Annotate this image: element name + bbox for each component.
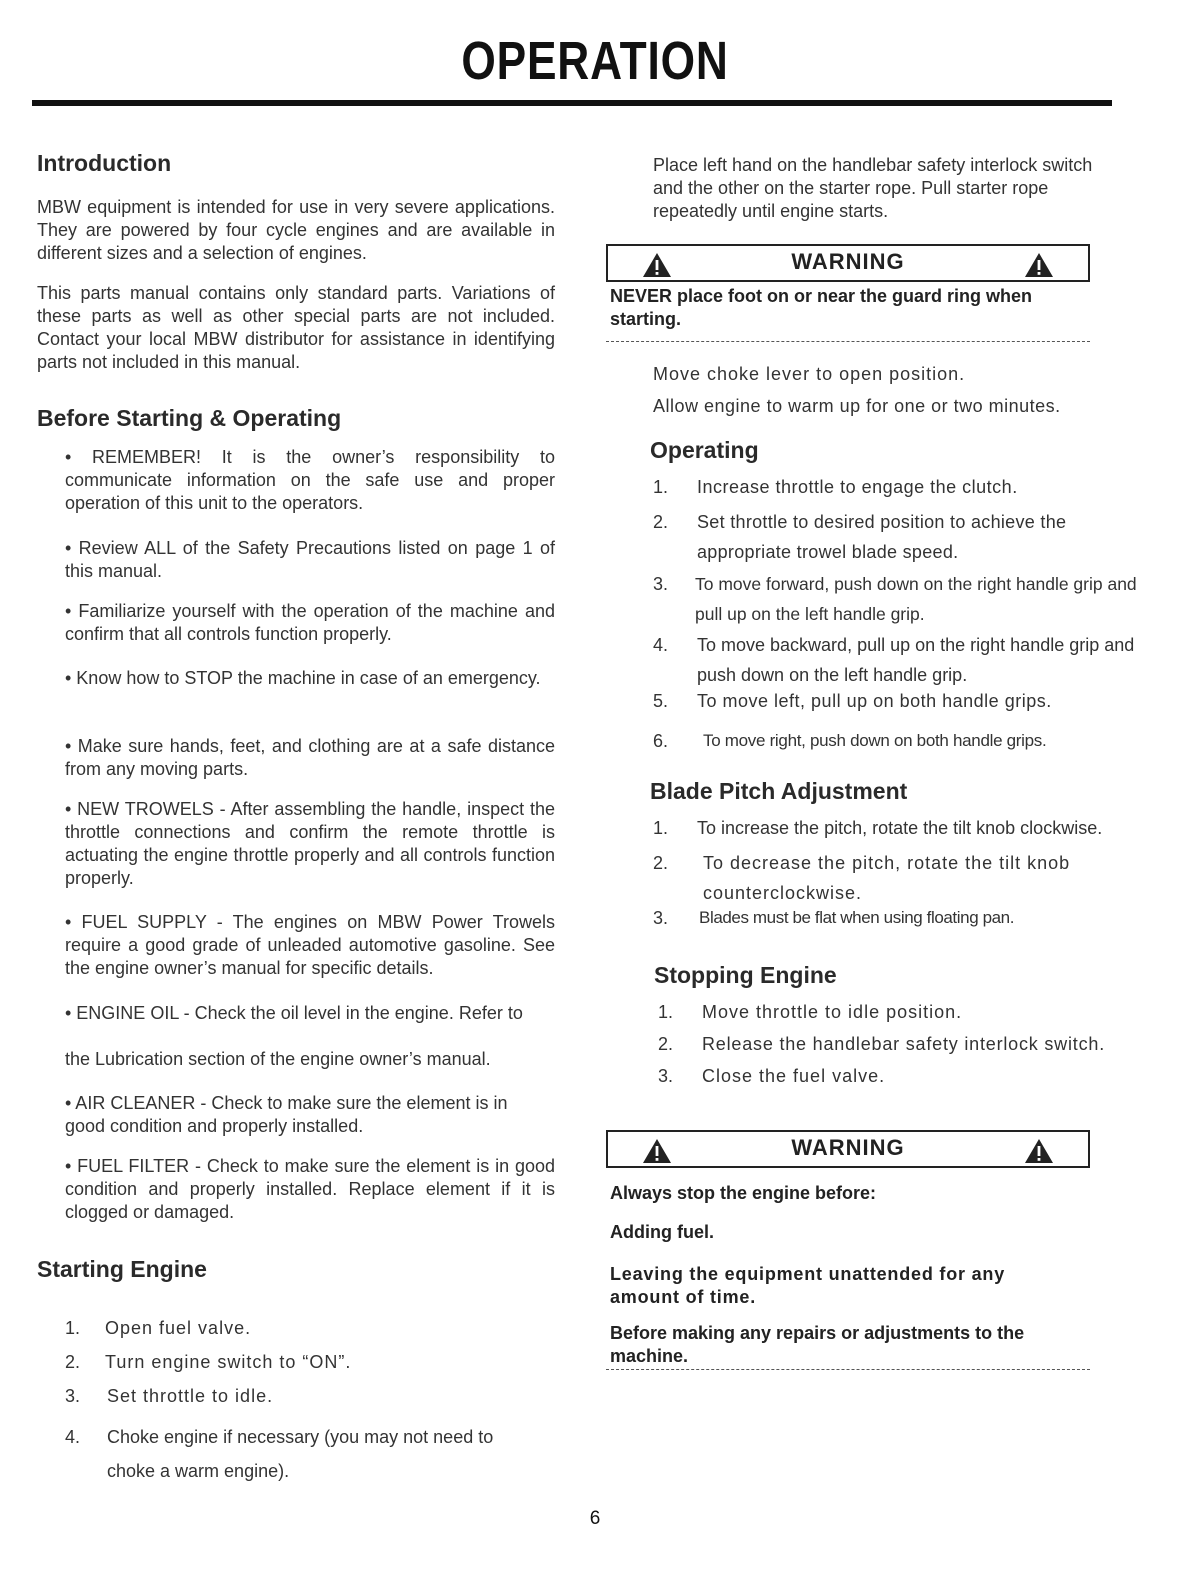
bullet-remember: • REMEMBER! It is the owner’s responsibility to communicate information on the safe use and proper operation of this unit to the operators. <box>65 447 555 513</box>
list-item: 3. Set throttle to idle. <box>65 1386 274 1406</box>
bullet-fuel-filter: • FUEL FILTER - Check to make sure the element is in good condition and properly installed. Replace element if it is clogged or damaged. <box>65 1156 555 1222</box>
list-item: Move choke lever to open position. <box>653 364 966 384</box>
starting-engine-heading: Starting Engine <box>37 1256 207 1282</box>
bullet-know-stop: • Know how to STOP the machine in case of an emergency. <box>65 668 541 688</box>
bullet-hands-feet: • Make sure hands, feet, and clothing are at a safe distance from any moving parts. <box>65 736 555 779</box>
operating-steps <box>653 477 1153 761</box>
warning-2-line-2: Adding fuel. <box>610 1222 714 1242</box>
list-item: 2. Release the handlebar safety interlock switch. <box>658 1034 1105 1054</box>
warning-triangle-icon <box>1024 252 1054 278</box>
page-number: 6 <box>589 1508 601 1529</box>
list-item: Place left hand on the handlebar safety interlock switch and the other on the starter rope. Pull starter rope repeatedly until engine starts. <box>653 155 1093 221</box>
warning-box-1 <box>606 244 1090 282</box>
list-item: 2. Turn engine switch to “ON”. <box>65 1352 352 1372</box>
list-item: 1. Open fuel valve. <box>65 1318 252 1338</box>
bullet-engine-oil: • ENGINE OIL - Check the oil level in the engine. Refer to <box>65 1003 523 1023</box>
starting-steps-continued <box>653 364 1153 428</box>
list-item: 1. To increase the pitch, rotate the tilt knob clockwise. <box>653 818 1103 838</box>
page-title: OPERATION <box>461 31 729 91</box>
warning-2-line-3: Leaving the equipment unattended for any amount of time. <box>610 1264 1006 1307</box>
bullet-new-trowels: • NEW TROWELS - After assembling the handle, inspect the throttle connections and confirm the remote throttle is actuating the engine throttle properly and all controls function properly. <box>65 799 555 888</box>
before-starting-heading: Before Starting & Operating <box>37 405 342 431</box>
blade-pitch-heading: Blade Pitch Adjustment <box>650 778 908 804</box>
list-item: 1. Move throttle to idle position. <box>658 1002 963 1022</box>
list-item: Allow engine to warm up for one or two minutes. <box>653 396 1061 416</box>
list-item: 1. Increase throttle to engage the clutch. <box>653 477 1018 497</box>
list-item: 3. To move forward, push down on the right handle grip and pull up on the left handle grip. <box>653 574 1137 624</box>
bullet-fuel-supply: • FUEL SUPPLY - The engines on MBW Power Trowels require a good grade of unleaded automotive gasoline. See the engine owner’s manual for specific details. <box>65 912 555 978</box>
bullet-air-cleaner: • AIR CLEANER - Check to make sure the element is in good condition and properly installed. <box>65 1093 508 1136</box>
warning-1-text: NEVER place foot on or near the guard ring when starting. <box>610 286 1033 329</box>
bullet-engine-oil-cont: the Lubrication section of the engine owner’s manual. <box>65 1049 491 1069</box>
starting-step-5 <box>653 154 1123 223</box>
list-item: 4. To move backward, pull up on the right handle grip and push down on the left handle grip. <box>653 635 1135 685</box>
bullet-review-safety: • Review ALL of the Safety Precautions listed on page 1 of this manual. <box>65 538 555 581</box>
dashed-divider <box>606 1369 1090 1370</box>
dashed-divider <box>606 341 1090 342</box>
warning-2-line-4: Before making any repairs or adjustments to the machine. <box>610 1323 1025 1366</box>
title-divider <box>32 100 1112 106</box>
intro-paragraph-1: MBW equipment is intended for use in very severe applications. They are powered by four cycle engines and are available in different sizes and a selection of engines. <box>37 197 555 263</box>
warning-2-line-1: Always stop the engine before: <box>610 1183 877 1203</box>
warning-label: WARNING <box>791 1135 905 1160</box>
list-item: 2. Set throttle to desired position to achieve the appropriate trowel blade speed. <box>653 512 1067 562</box>
warning-triangle-icon <box>1024 1138 1054 1164</box>
operating-heading: Operating <box>650 437 759 463</box>
bullet-familiarize: • Familiarize yourself with the operation of the machine and confirm that all controls function properly. <box>65 601 555 644</box>
intro-paragraph-2: This parts manual contains only standard parts. Variations of these parts as well as other special parts are not included. Contact your local MBW distributor for assistance in identifying parts not included in this manual. <box>37 283 555 372</box>
list-item: 4. Choke engine if necessary (you may not need to choke a warm engine). <box>65 1427 494 1481</box>
starting-steps <box>65 1318 555 1488</box>
list-item: 5. To move left, pull up on both handle grips. <box>653 691 1052 711</box>
blade-pitch-steps <box>653 818 1163 938</box>
introduction-heading: Introduction <box>37 150 172 176</box>
list-item: 2. To decrease the pitch, rotate the tilt knob counterclockwise. <box>653 853 1071 903</box>
warning-box-2 <box>606 1130 1090 1168</box>
list-item: 3. Close the fuel valve. <box>658 1066 886 1086</box>
list-item: 6. To move right, push down on both handle grips. <box>653 731 1047 751</box>
list-item: 3. Blades must be flat when using floating pan. <box>653 908 1015 928</box>
stopping-engine-heading: Stopping Engine <box>654 962 837 988</box>
warning-label: WARNING <box>791 249 905 274</box>
stopping-steps <box>658 1002 1158 1098</box>
